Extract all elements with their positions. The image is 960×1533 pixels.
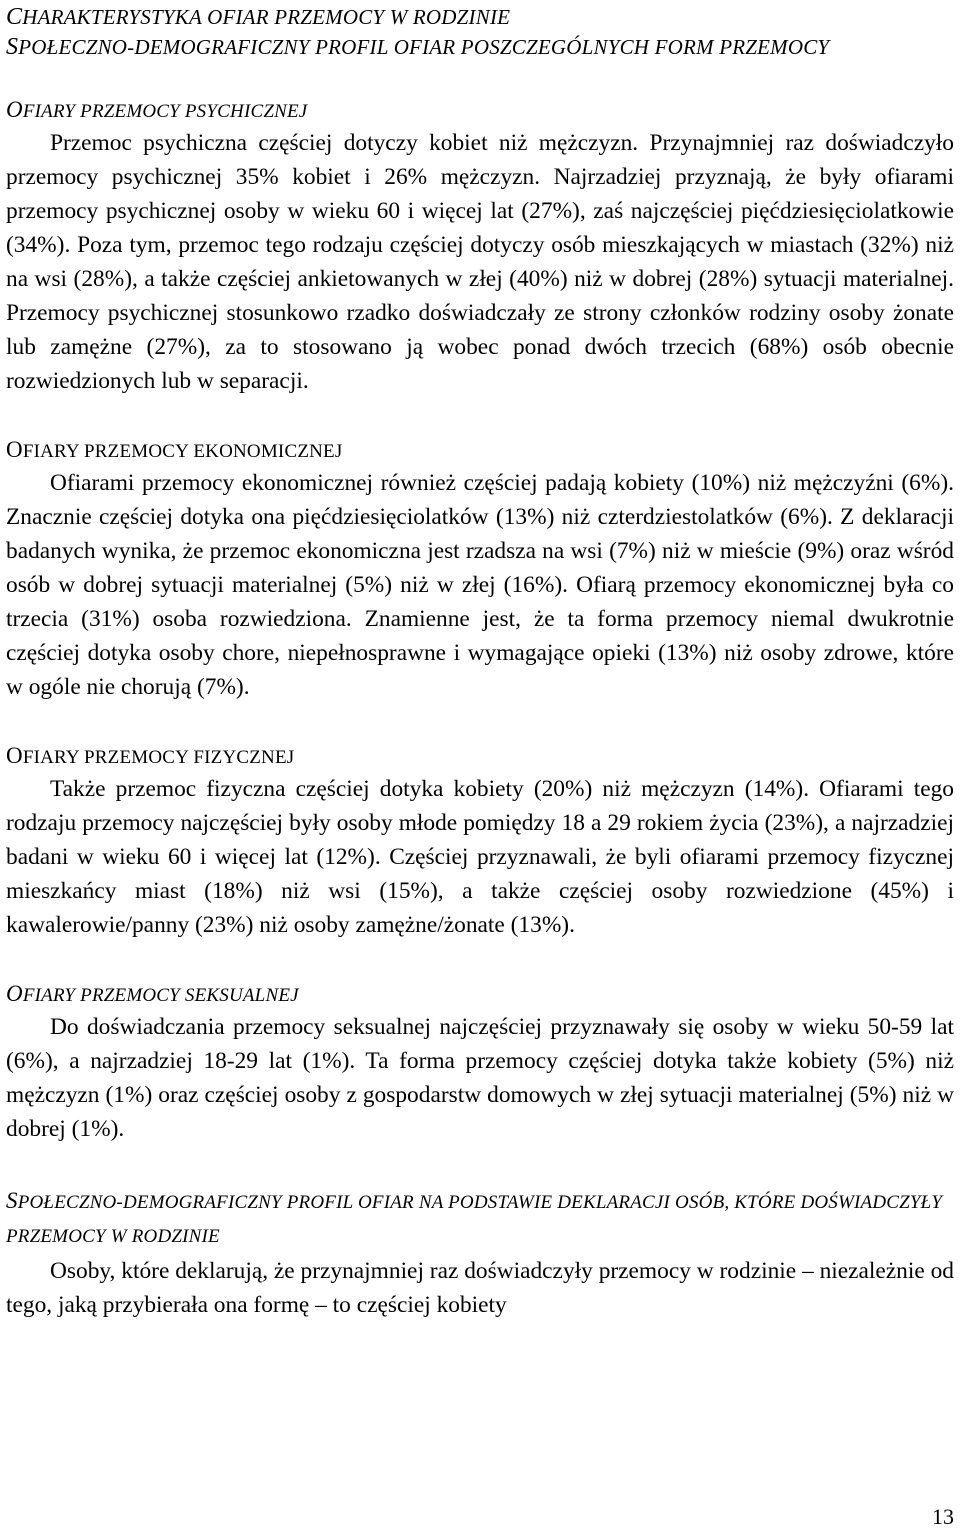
paragraph-physical: Także przemoc fizyczna częściej dotyka kobiety (20%) niż mężczyzn (14%). Ofiarami tego rodzaju przemocy najczęściej były osoby młode pomiędzy 18 a 29 rokiem życia (23%), a najrzadziej badani w wieku 60 i więcej lat (12%). Częściej przyznawali, że byli ofiarami przemocy fizycznej mieszkańcy miast (18%) niż wsi (15%), a także częściej osoby rozwiedzione (45%) i kawalerowie/panny (23%) niż osoby zamężne/żonate (13%). [6,776,954,938]
page-number: 13 [932,1504,954,1529]
document-page [6,2,954,1322]
spacer [6,398,954,436]
section-heading-economic: OFIARY PRZEMOCY EKONOMICZNEJ [6,437,343,462]
paragraph-economic: Ofiarami przemocy ekonomicznej również częściej padają kobiety (10%) niż mężczyźni (6%). Znacznie częściej dotyka ona pięćdziesięciolatków (13%) niż czterdziestolatków (6%). Z deklaracji badanych wynika, że przemoc ekonomiczna jest rzadsza na wsi (7%) niż w mieście (9%) oraz wśród osób w dobrej sytuacji materialnej (5%) niż w złej (16%). Ofiarą przemocy ekonomicznej była co trzecia (31%) osoba rozwiedziona. Znamienne jest, że ta forma przemocy niemal dwukrotnie częściej dotyka osoby chore, niepełnosprawne i wymagające opieki (13%) niż osoby zdrowe, które w ogóle nie chorują (7%). [6,470,954,700]
spacer [6,704,954,742]
section-heading-sexual: OFIARY PRZEMOCY SEKSUALNEJ [6,981,299,1006]
paragraph-psychological: Przemoc psychiczna częściej dotyczy kobiet niż mężczyzn. Przynajmniej raz doświadczyło przemocy psychicznej 35% kobiet i 26% mężczyzn. Najrzadziej przyznają, że były ofiarami przemocy psychicznej osoby w wieku 60 i więcej lat (27%), zaś najczęściej pięćdziesięciolatkowie (34%). Poza tym, przemoc tego rodzaju częściej dotyczy osób mieszkających w miastach (32%) niż na wsi (28%), a także częściej ankietowanych w złej (40%) niż w dobrej (28%) sytuacji materialnej. Przemocy psychicznej stosunkowo rzadko doświadczały ze strony członków rodziny osoby żonate lub zamężne (27%), za to stosowano ją wobec ponad dwóch trzecich (68%) osób obecnie rozwiedzionych lub w separacji. [6,130,954,394]
document-title-line-1: CHARAKTERYSTYKA OFIAR PRZEMOCY W RODZINIE [6,4,511,30]
section-heading-victim-profile: SPOŁECZNO-DEMOGRAFICZNY PROFIL OFIAR NA PODSTAWIE DEKLARACJI OSÓB, KTÓRE DOŚWIADCZYŁY PRZEMOCY W RODZINIE [6,1188,943,1247]
section-heading-physical: OFIARY PRZEMOCY FIZYCZNEJ [6,743,295,768]
spacer [6,942,954,980]
spacer [6,1146,954,1184]
paragraph-sexual: Do doświadczania przemocy seksualnej najczęściej przyznawały się osoby w wieku 50-59 lat (6%), a najrzadziej 18-29 lat (1%). Ta forma przemocy częściej dotyka także kobiety (5%) niż mężczyzn (1%) oraz częściej osoby z gospodarstw domowych w złej sytuacji materialnej (5%) niż w dobrej (1%). [6,1014,954,1142]
paragraph-victim-profile: Osoby, które deklarują, że przynajmniej raz doświadczyły przemocy w rodzinie – niezależnie od tego, jaką przybierała ona formę – to częściej kobiety [6,1258,954,1318]
spacer [6,62,954,96]
document-title-line-2: SPOŁECZNO-DEMOGRAFICZNY PROFIL OFIAR POSZCZEGÓLNYCH FORM PRZEMOCY [6,34,830,60]
section-heading-psychological: OFIARY PRZEMOCY PSYCHICZNEJ [6,97,308,122]
